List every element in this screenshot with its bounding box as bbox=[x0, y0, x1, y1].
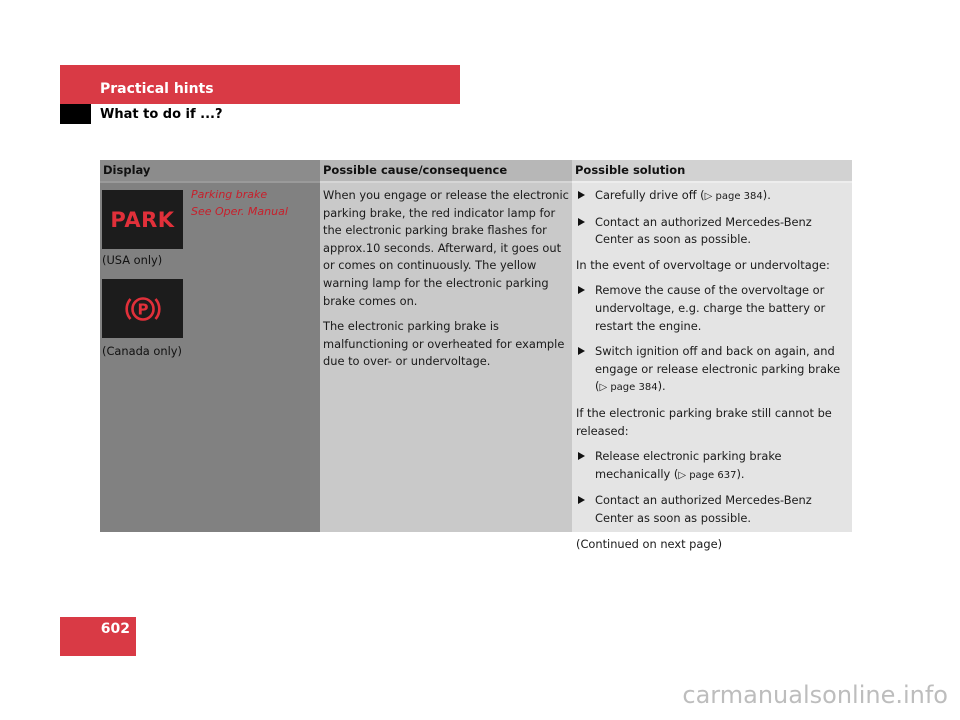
watermark: carmanualsonline.info bbox=[682, 681, 948, 709]
bullet-arrow-icon bbox=[578, 496, 585, 504]
page-reference: ▷ page 384 bbox=[704, 191, 763, 202]
bullet-arrow-icon bbox=[578, 347, 585, 355]
solution-step-4: Switch ignition off and back on again, and engage or release electronic parking brake (▷ page 384). bbox=[576, 343, 850, 397]
solution-column bbox=[572, 181, 852, 551]
subtitle-marker bbox=[60, 104, 91, 124]
page-reference: ▷ page 384 bbox=[599, 382, 658, 394]
solution-step-3: Remove the cause of the overvoltage or undervoltage, e.g. charge the battery or restart the engine. bbox=[576, 282, 850, 335]
page-subtitle: What to do if ...? bbox=[100, 107, 223, 122]
solution-step-1: Carefully drive off (▷ page 384). bbox=[576, 187, 850, 206]
solution-intro-still: If the electronic parking brake still cannot be released: bbox=[576, 405, 832, 438]
header-cause: Possible cause/consequence bbox=[320, 160, 572, 181]
park-lamp-text: PARK bbox=[110, 207, 175, 232]
parking-brake-circle-p-icon bbox=[102, 279, 183, 338]
header-solution: Possible solution bbox=[572, 160, 852, 181]
solution-step-6: Contact an authorized Mercedes-Benz Center as soon as possible. bbox=[576, 492, 850, 527]
bullet-arrow-icon bbox=[578, 218, 585, 226]
display-column bbox=[100, 181, 320, 532]
canada-only-label: (Canada only) bbox=[102, 344, 182, 358]
page-number: 602 bbox=[100, 621, 130, 637]
troubleshooting-table bbox=[100, 160, 852, 551]
bullet-arrow-icon bbox=[578, 191, 585, 199]
parking-brake-circle-p-icon-svg bbox=[123, 292, 163, 326]
park-lamp-image bbox=[102, 190, 183, 249]
page-number-box bbox=[60, 617, 136, 656]
cause-paragraph-1: When you engage or release the electronic parking brake, the red indicator lamp for the electronic parking brake flashes for approx.10 seconds. Afterward, it goes out or comes on continuously. The yellow warning lamp for the electronic parking brake comes on. bbox=[323, 188, 569, 308]
solution-step-2: Contact an authorized Mercedes-Benz Center as soon as possible. bbox=[576, 214, 850, 249]
solution-step-5: Release electronic parking brake mechanically (▷ page 637). bbox=[576, 448, 850, 484]
continued-note: (Continued on next page) bbox=[576, 536, 723, 551]
svg-text:P: P bbox=[137, 300, 148, 318]
header-display: Display bbox=[100, 160, 320, 181]
bullet-arrow-icon bbox=[578, 452, 585, 460]
bullet-arrow-icon bbox=[578, 286, 585, 294]
page-reference: ▷ page 637 bbox=[678, 469, 737, 481]
solution-intro-overvoltage: In the event of overvoltage or undervoltage: bbox=[576, 257, 830, 272]
cause-column bbox=[320, 181, 572, 532]
cause-paragraph-2: The electronic parking brake is malfunctioning or overheated for example due to over- or undervoltage. bbox=[323, 319, 565, 369]
display-message-line2: See Oper. Manual bbox=[191, 205, 288, 218]
display-message-line1: Parking brake bbox=[191, 188, 268, 201]
table-header-row bbox=[100, 160, 852, 181]
usa-only-label: (USA only) bbox=[102, 253, 163, 267]
section-title: Practical hints bbox=[100, 81, 214, 97]
